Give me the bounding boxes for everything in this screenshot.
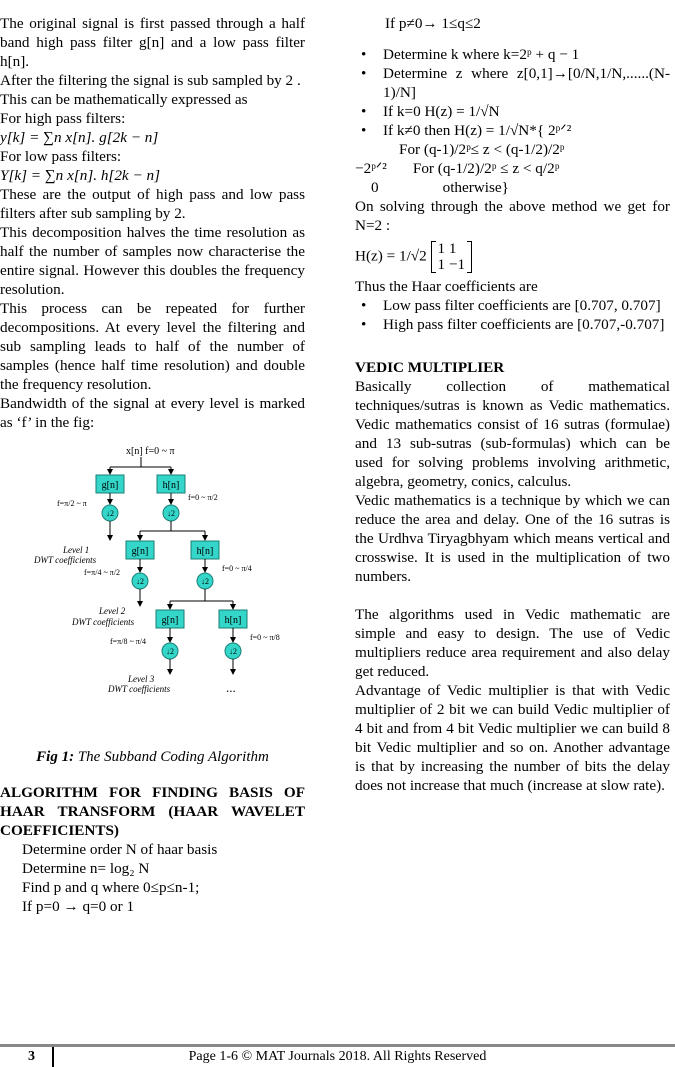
bullet-list: [355, 45, 670, 140]
equation: Y[k] = ∑n x[n]. h[2k − n]: [0, 167, 161, 184]
paragraph: On solving through the above method we get for N=2 :: [355, 198, 670, 234]
step: If p=0 → q=0 or 1: [22, 898, 135, 915]
downsample-label: ↓2: [136, 577, 144, 586]
g-filter-label: g[n]: [131, 546, 149, 557]
level-label: Level 1: [63, 545, 90, 555]
step: Determine order N of haar basis: [22, 841, 218, 858]
h-filter-label: h[n]: [224, 615, 242, 626]
copyright-text: Page 1-6 © MAT Journals 2018. All Rights Reserved: [188, 1049, 487, 1064]
paragraph: This decomposition halves the time resolution as half the number of samples now characterise the entire signal. However this doubles the frequency resolution.: [0, 224, 305, 298]
matrix-row: 1 −1: [437, 256, 466, 273]
condition-line: For (q-1)/2ᵖ≤ z < (q-1/2)/2ᵖ: [399, 141, 565, 158]
bullet-item: • Low pass filter coefficients are [0.707, 0.707]: [355, 296, 670, 315]
downsample-label: ↓2: [106, 509, 114, 518]
left-column: [0, 14, 305, 916]
section-heading: ALGORITHM FOR FINDING BASIS OF HAAR TRANSFORM (HAAR WAVELET COEFFICIENTS): [0, 784, 305, 839]
step: If p≠0→ 1≤q≤2: [385, 15, 481, 32]
level-label: DWT coefficients: [108, 684, 171, 694]
paragraph: For low pass filters:: [0, 148, 122, 165]
paragraph: Advantage of Vedic multiplier is that with Vedic multiplier of 2 bit we can build Vedic multiplier of 4 bit and from 4 bit Vedic multiplier we can build 8 bit Vedic multiplier and so on. Another advantage is that by increasing the number of bits the delay does not increase that much (increase at slow rate).: [355, 682, 670, 794]
bullet-item: • If k=0 H(z) = 1/√N: [355, 102, 670, 121]
haar-matrix: [431, 241, 473, 273]
bullet-item: • Determine z where z[0,1]→[0/N,1/N,......(N-1)/N]: [355, 64, 670, 102]
condition-value: −2ᵖᐟ²: [355, 160, 387, 177]
paragraph: Vedic mathematics is a technique by which we can reduce the area and delay. One of the 16 sutras is the Urdhva Tiryagbhyam which means vertical and crosswise. It is used in the multiplication of two numbers.: [355, 492, 670, 585]
paragraph: After the filtering the signal is sub sampled by 2 .: [0, 72, 301, 89]
hz-prefix: H(z) = 1/√2: [355, 247, 427, 265]
freq-label: f=π/8 ~ π/4: [110, 637, 147, 646]
freq-label: f=0 ~ π/4: [222, 564, 252, 573]
downsample-label: ↓2: [201, 577, 209, 586]
level-label: DWT coefficients: [34, 555, 97, 565]
caption-text: The Subband Coding Algorithm: [74, 749, 269, 765]
bullet-item: • Determine k where k=2ᵖ + q − 1: [355, 45, 670, 64]
equation: y[k] = ∑n x[n]. g[2k − n]: [0, 129, 159, 146]
downsample-label: ↓2: [166, 647, 174, 656]
paragraph: Thus the Haar coefficients are: [355, 278, 538, 295]
downsample-label: ↓2: [167, 509, 175, 518]
step: Determine n= log₂ N: [22, 860, 150, 877]
continuation-dots: ...: [226, 680, 236, 695]
condition-text: For (q-1/2)/2ᵖ ≤ z < q/2ᵖ: [412, 160, 560, 177]
condition-line: [355, 159, 670, 178]
level-label: Level 2: [99, 606, 126, 616]
paragraph: The original signal is first passed through a half band high pass filter g[n] and a low pass filter h[n].: [0, 15, 305, 70]
paragraph: These are the output of high pass and low pass filters after sub sampling by 2.: [0, 186, 305, 222]
freq-label: f=0 ~ π/2: [188, 493, 218, 502]
freq-label: f=π/4 ~ π/2: [84, 568, 121, 577]
caption-label: Fig 1:: [36, 749, 75, 765]
freq-label: f=0 ~ π/8: [250, 633, 280, 642]
footer-rule: [0, 1044, 675, 1047]
subband-coding-figure: [0, 444, 305, 734]
right-column: [355, 14, 670, 795]
page-number: 3: [28, 1049, 35, 1064]
g-filter-label: g[n]: [101, 480, 119, 491]
page-footer: [0, 1044, 675, 1067]
figure-caption: [0, 748, 305, 767]
paragraph: The algorithms used in Vedic mathematic are simple and easy to design. The use of Vedic multipliers reduce area requirement and also delay get reduced.: [355, 606, 670, 680]
h-filter-label: h[n]: [162, 480, 180, 491]
bullet-item: • High pass filter coefficients are [0.707,-0.707]: [355, 315, 670, 334]
subband-diagram: [0, 444, 305, 734]
input-label: x[n] f=0 ~ π: [126, 446, 175, 457]
paragraph: This can be mathematically expressed as: [0, 91, 248, 108]
freq-label: f=π/2 ~ π: [57, 499, 87, 508]
paragraph: For high pass filters:: [0, 110, 126, 127]
matrix-row: 1 1: [437, 240, 457, 257]
condition-line: [355, 178, 670, 197]
level-label: DWT coefficients: [72, 617, 135, 627]
level-label: Level 3: [128, 674, 155, 684]
bullet-item: • If k≠0 then H(z) = 1/√N*{ 2ᵖᐟ²: [355, 121, 670, 140]
bullet-list: [355, 296, 670, 334]
algorithm-steps: [0, 840, 305, 916]
step: Find p and q where 0≤p≤n-1;: [22, 879, 200, 896]
paragraph: Basically collection of mathematical techniques/sutras is known as Vedic mathematics. Vedic mathematics consist of 16 sutras (formulae) and 13 sub-sutras (sub-formulas) which can be used for solving problems involving arithmetic, algebra, geometry, conics, calculus.: [355, 378, 670, 490]
paragraph: This process can be repeated for further decompositions. At every level the filtering and sub sampling leads to half of the number of samples (hence half time resolution) and double the frequency resolution.: [0, 300, 305, 393]
h-filter-label: h[n]: [196, 546, 214, 557]
downsample-label: ↓2: [229, 647, 237, 656]
condition-value: 0: [371, 179, 379, 196]
paragraph: Bandwidth of the signal at every level is marked as ‘f’ in the fig:: [0, 395, 305, 431]
condition-text: otherwise}: [442, 179, 509, 196]
section-heading: VEDIC MULTIPLIER: [355, 359, 505, 376]
hz-matrix-equation: [355, 241, 670, 273]
g-filter-label: g[n]: [161, 615, 179, 626]
